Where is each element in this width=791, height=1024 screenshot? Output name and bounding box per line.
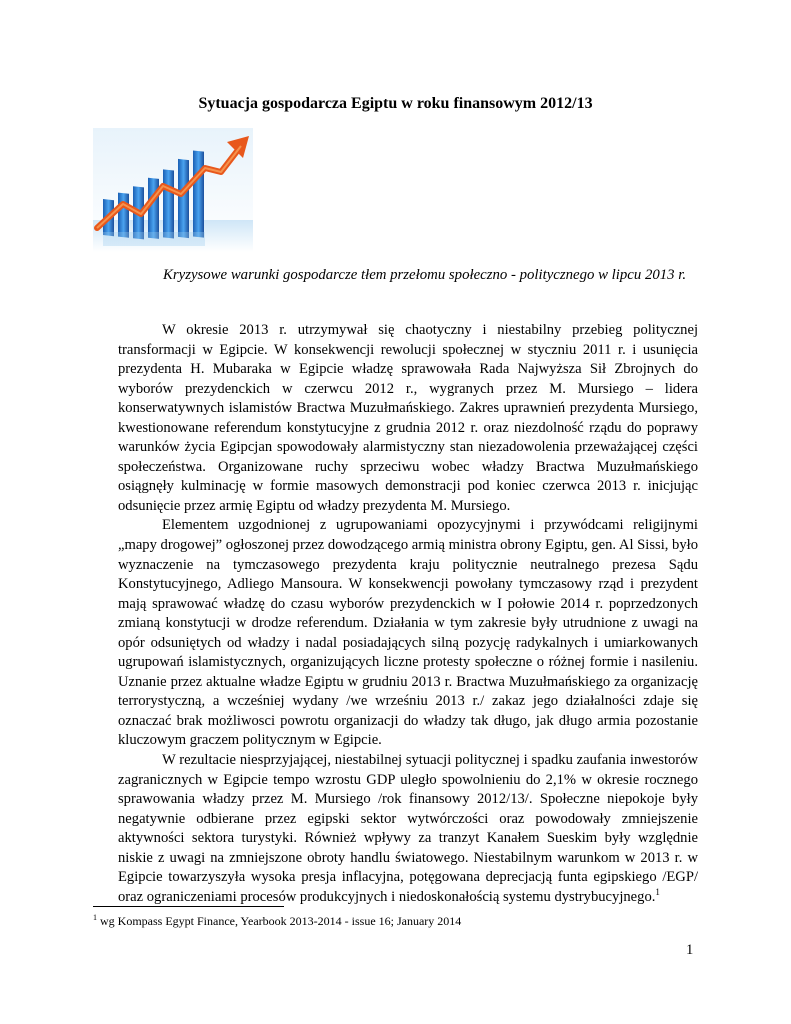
footnote-reference[interactable]: 1 <box>655 887 660 897</box>
document-title: Sytuacja gospodarcza Egiptu w roku finansowym 2012/13 <box>198 95 593 112</box>
paragraph: W okresie 2013 r. utrzymywał się chaotyczny i niestabilny przebieg politycznej transformacji w Egipcie. W konsekwencji rewolucji społecznej w styczniu 2011 r. i usunięcia prezydenta H. Mubaraka w Egipcie władzę sprawowała Rada Najwyższa Sił Zbrojnych do wyborów prezydenckich w czerwcu 2012 r., wygranych przez M. Mursiego – lidera konserwatywnych islamistów Bractwa Muzułmańskiego. Zakres uprawnień prezydenta Mursiego, kwestionowane referendum konstytucyjne z grudnia 2012 r. oraz niezdolność rządu do poprawy warunków życia Egipcjan spowodowały alarmistyczny stan niezadowolenia przeważającej części społeczeństwa. Organizowane ruchy sprzeciwu wobec władzy Bractwa Muzułmańskiego osiągnęły kulminację w formie masowych demonstracji pod koniec czerwca 2013 r. inicjując odsunięcie przez armię Egiptu od władzy prezydenta M. Mursiego. <box>118 322 698 514</box>
body-text <box>118 321 698 907</box>
page-number: 1 <box>686 942 694 958</box>
footnote <box>93 914 693 928</box>
paragraph-text: W rezultacie niesprzyjającej, niestabilnej sytuacji politycznej i spadku zaufania inwestorów zagranicznych w Egipcie tempo wzrostu GDP uległo spowolnieniu do 2,1% w okresie rocznego sprawowania władzy przez M. Mursiego /rok finansowy 2012/13/. Społeczne niepokoje były negatywnie odbierane przez egipski sektor wytwórczości oraz powodowały zmniejszenie aktywności sektora turystyki. Również wpływy za tranzyt Kanałem Sueskim były względnie niskie z uwagi na zmniejszone obroty handlu światowego. Niestabilnym warunkom w 2013 r. w Egipcie towarzyszyła wysoka presja inflacyjna, potęgowana deprecjacją funta egipskiego /EGP/ oraz ograniczeniami procesów produkcyjnych i niedoskonałością systemu dystrybucyjnego. <box>118 752 698 905</box>
footnote-text: wg Kompass Egypt Finance, Yearbook 2013-2014 - issue 16; January 2014 <box>97 914 462 928</box>
growth-chart-illustration <box>93 128 253 252</box>
paragraph <box>118 751 698 907</box>
paragraph: Elementem uzgodnionej z ugrupowaniami opozycyjnymi i przywódcami religijnymi „mapy drogowej” ogłoszonej przez dowodzącego armią ministra obrony Egiptu, gen. Al Sissi, było wyznaczenie na tymczasowego prezydenta kraju politycznie neutralnego prezesa Sądu Konstytucyjnego, Adliego Mansoura. W konsekwencji powołany tymczasowy rząd i prezydent mają sprawować władzę do czasu wyborów prezydenckich w I połowie 2014 r. poprzedzonych zmianą konstytucji w drodze referendum. Działania w tym zakresie były utrudnione z uwagi na opór odsuniętych od władzy i nadal posiadających silną pozycję radykalnych i umiarkowanych ugrupowań islamistycznych, organizujących liczne protesty społeczne o różnej formie i nasileniu. Uznanie przez aktualne władze Egiptu w grudniu 2013 r. Bractwa Muzułmańskiego za organizację terrorystyczną, a wcześniej wydany /we wrześniu 2013 r./ zakaz jego działalności zdaje się oznaczać brak możliwosci powrotu organizacji do władzy tak długo, jak długo armia pozostanie kluczowym graczem politycznym w Egipcie. <box>118 517 698 749</box>
footnote-separator <box>93 906 284 907</box>
document-subtitle: Kryzysowe warunki gospodarcze tłem przełomu społeczno - politycznego w lipcu 2013 r. <box>163 267 687 283</box>
footnote-marker: 1 <box>93 913 97 922</box>
